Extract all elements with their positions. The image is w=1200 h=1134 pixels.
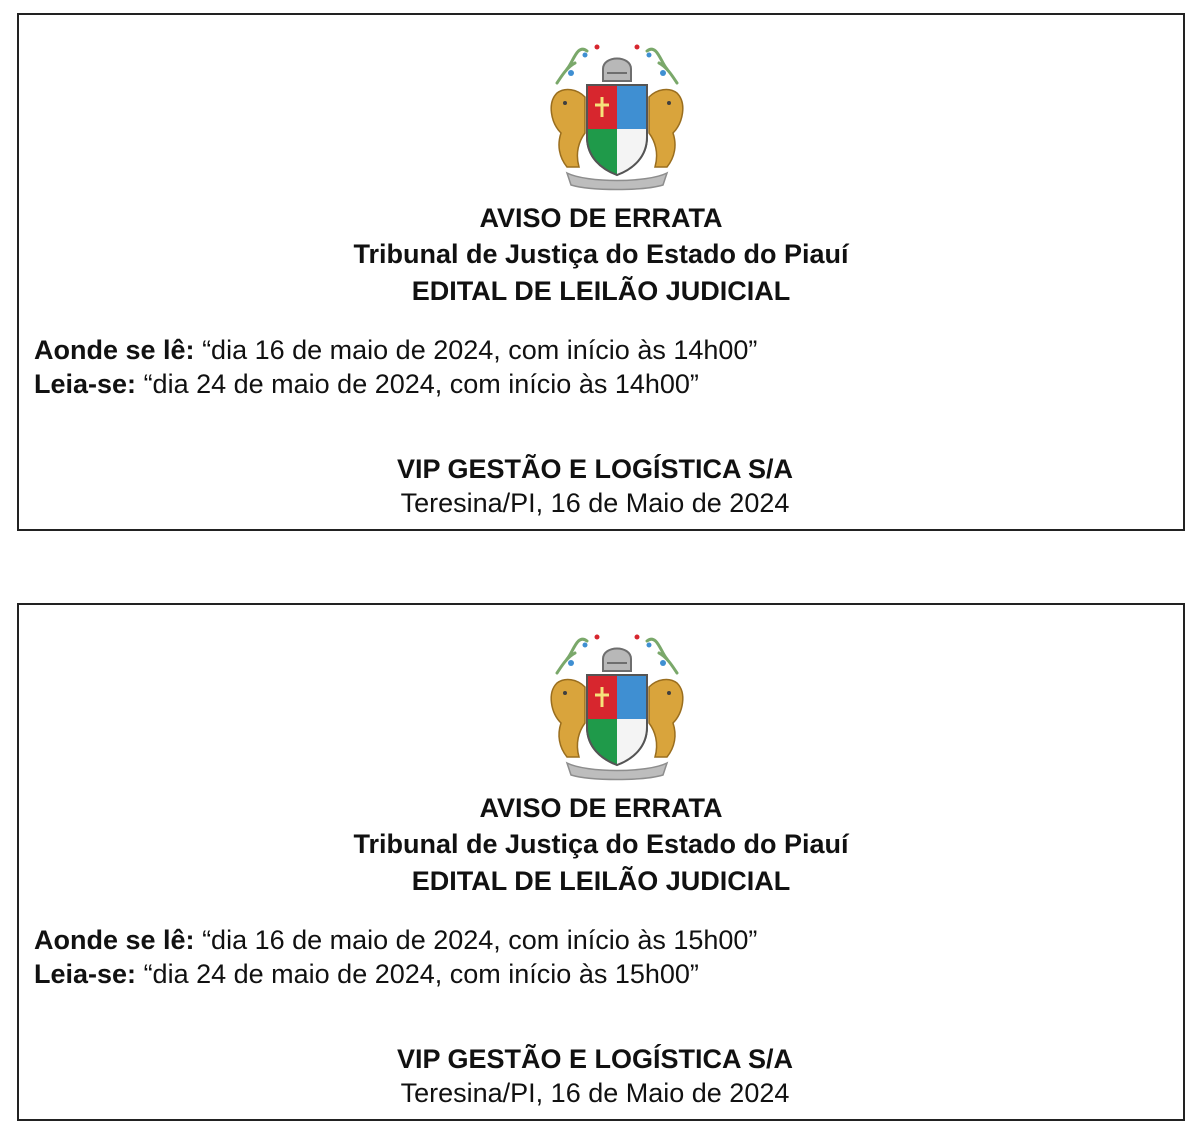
read-as-text: “dia 24 de maio de 2024, com início às 15h00” xyxy=(143,959,699,989)
place-date: Teresina/PI, 16 de Maio de 2024 xyxy=(400,488,790,518)
company-name: VIP GESTÃO E LOGÍSTICA S/A xyxy=(396,454,794,484)
errata-notice xyxy=(17,13,1185,531)
coat-of-arms-icon xyxy=(527,623,707,783)
read-as-label: Leia-se: xyxy=(34,369,137,399)
read-as-text: “dia 24 de maio de 2024, com início às 14h00” xyxy=(143,369,699,399)
where-read-label: Aonde se lê: xyxy=(34,335,195,365)
place-date: Teresina/PI, 16 de Maio de 2024 xyxy=(400,1078,790,1108)
where-read-line xyxy=(34,923,757,957)
edital-title: EDITAL DE LEILÃO JUDICIAL xyxy=(411,866,791,896)
edital-title: EDITAL DE LEILÃO JUDICIAL xyxy=(411,276,791,306)
coat-of-arms-icon xyxy=(527,33,707,193)
court-name: Tribunal de Justiça do Estado do Piauí xyxy=(353,239,849,269)
read-as-line xyxy=(34,957,699,991)
court-name: Tribunal de Justiça do Estado do Piauí xyxy=(353,829,849,859)
notice-title: AVISO DE ERRATA xyxy=(479,203,723,233)
where-read-text: “dia 16 de maio de 2024, com início às 14h00” xyxy=(202,335,758,365)
where-read-line xyxy=(34,333,757,367)
company-name: VIP GESTÃO E LOGÍSTICA S/A xyxy=(396,1044,794,1074)
where-read-text: “dia 16 de maio de 2024, com início às 15h00” xyxy=(202,925,758,955)
where-read-label: Aonde se lê: xyxy=(34,925,195,955)
read-as-line xyxy=(34,367,699,401)
read-as-label: Leia-se: xyxy=(34,959,137,989)
errata-notice xyxy=(17,603,1185,1121)
notice-title: AVISO DE ERRATA xyxy=(479,793,723,823)
